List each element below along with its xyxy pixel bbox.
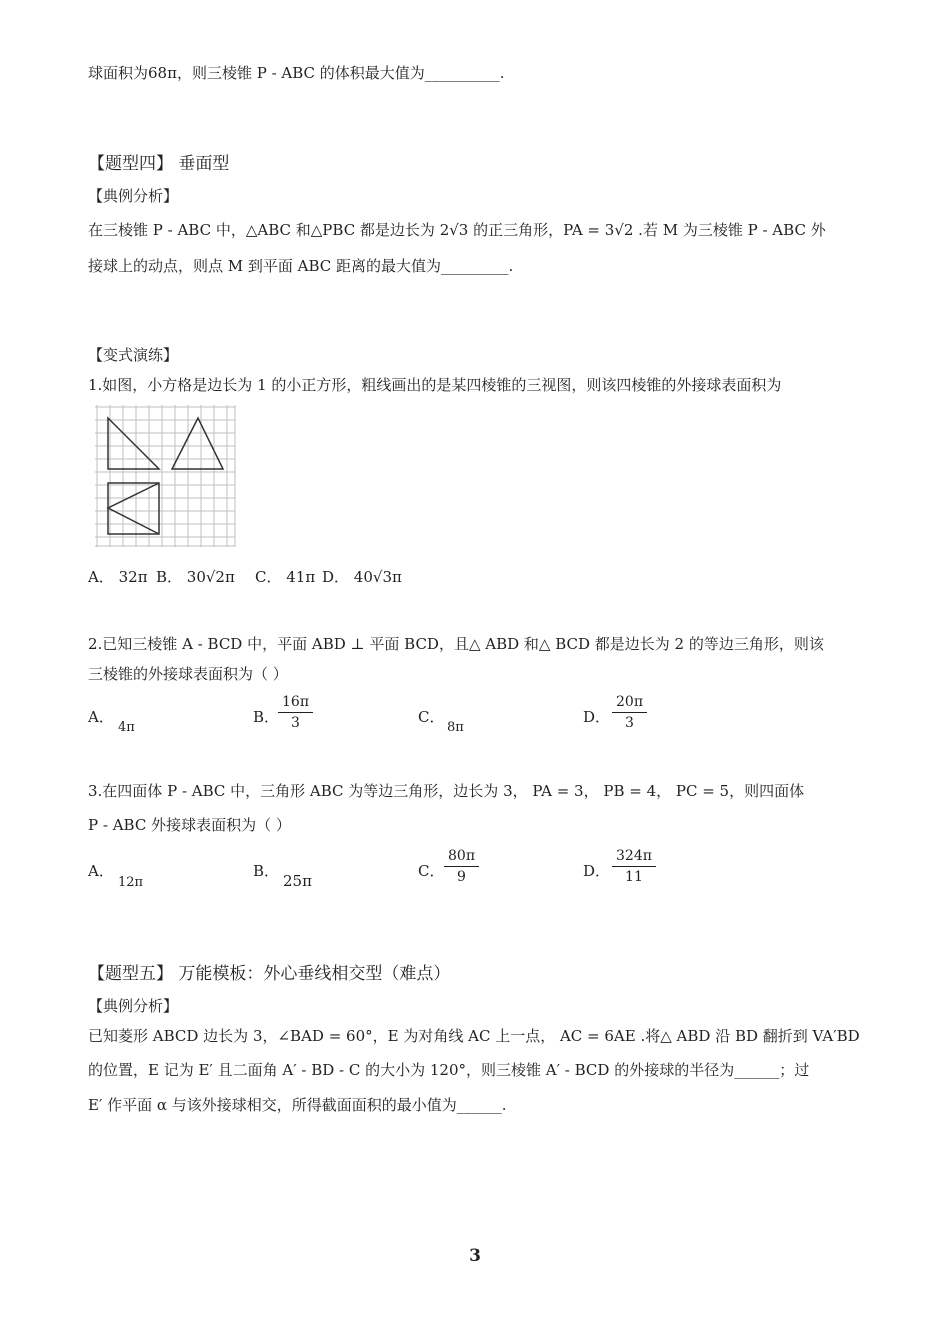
practice-label: 【变式演练】 xyxy=(88,346,179,364)
section4-example-label: 【典例分析】 xyxy=(88,187,179,205)
q1-option-a: A． 32π xyxy=(88,568,148,586)
page-number: 3 xyxy=(469,1246,481,1266)
intro-line: 球面积为68π，则三棱锥 P - ABC 的体积最大值为__________. xyxy=(88,64,505,82)
q2-b-denominator: 3 xyxy=(291,715,300,731)
q3-option-a-value: 12π xyxy=(118,875,144,890)
q2-option-b-label: B． xyxy=(253,708,280,726)
top-view-square xyxy=(108,483,159,534)
q1-option-c: C． 41π xyxy=(255,568,316,586)
q2-option-d-label: D． xyxy=(583,708,611,726)
q2-d-denominator: 3 xyxy=(625,715,634,731)
section5-line3: E′ 作平面 α 与该外接球相交，所得截面面积的最小值为______. xyxy=(88,1096,507,1114)
question2-line1: 2.已知三棱锥 A - BCD 中，平面 ABD ⊥ 平面 BCD，且△ ABD 和△ BCD 都是边长为 2 的等边三角形，则该 xyxy=(88,635,824,653)
q2-option-c-label: C． xyxy=(418,708,445,726)
q2-option-c-value: 8π xyxy=(447,720,464,735)
top-view-inner-lines xyxy=(108,483,159,534)
section5-title: 【题型五】 万能模板：外心垂线相交型（难点） xyxy=(88,964,451,984)
three-view-figure xyxy=(95,405,239,549)
section5-example-label: 【典例分析】 xyxy=(88,997,179,1015)
q3-option-b-label: B． xyxy=(253,862,280,880)
q3-d-numerator: 324π xyxy=(612,846,656,867)
q2-d-numerator: 20π xyxy=(612,692,647,713)
q3-option-c-label: C． xyxy=(418,862,445,880)
section4-example-line2: 接球上的动点，则点 M 到平面 ABC 距离的最大值为_________. xyxy=(88,257,514,275)
question1-text: 1.如图，小方格是边长为 1 的小正方形，粗线画出的是某四棱锥的三视图，则该四棱锥的外接球表面积为 xyxy=(88,376,782,394)
q2-b-numerator: 16π xyxy=(278,692,313,713)
front-view-triangle xyxy=(108,418,159,469)
question3-line1: 3.在四面体 P - ABC 中，三角形 ABC 为等边三角形，边长为 3， PA = 3， PB = 4， PC = 5，则四面体 xyxy=(88,782,805,800)
q2-option-d-fraction xyxy=(612,692,647,733)
question2-line2: 三棱锥的外接球表面积为（ ） xyxy=(88,665,288,683)
q3-c-numerator: 80π xyxy=(444,846,479,867)
q1-option-b: B． 30√2π xyxy=(156,568,235,586)
section4-example-line1: 在三棱锥 P - ABC 中，△ABC 和△PBC 都是边长为 2√3 的正三角形，PA = 3√2 .若 M 为三棱锥 P - ABC 外 xyxy=(88,221,826,239)
q3-option-d-label: D． xyxy=(583,862,611,880)
q3-option-b-value: 25π xyxy=(283,872,312,890)
q3-d-denominator: 11 xyxy=(625,869,643,885)
q3-option-c-fraction xyxy=(444,846,479,887)
q3-c-denominator: 9 xyxy=(457,869,466,885)
q3-option-a-label: A． xyxy=(88,862,114,880)
section5-line1: 已知菱形 ABCD 边长为 3，∠BAD = 60°，E 为对角线 AC 上一点， AC = 6AE .将△ ABD 沿 BD 翻折到 VA′BD xyxy=(88,1027,860,1045)
q2-option-b-fraction xyxy=(278,692,313,733)
q2-option-a-value: 4π xyxy=(118,720,135,735)
section4-title: 【题型四】 垂面型 xyxy=(88,154,230,174)
section5-line2: 的位置，E 记为 E′ 且二面角 A′ - BD - C 的大小为 120°，则三棱锥 A′ - BCD 的外接球的半径为______；过 xyxy=(88,1061,810,1079)
q2-option-a-label: A． xyxy=(88,708,114,726)
q1-option-d: D． 40√3π xyxy=(322,568,402,586)
side-view-triangle xyxy=(172,418,223,469)
question3-line2: P - ABC 外接球表面积为（ ） xyxy=(88,816,291,834)
q3-option-d-fraction xyxy=(612,846,656,887)
